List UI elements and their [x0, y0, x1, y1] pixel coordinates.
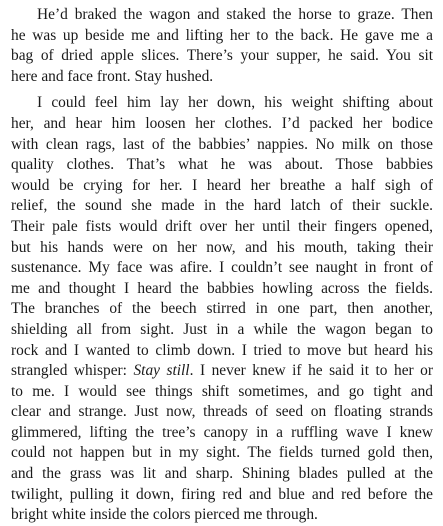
text-line: he was up beside me and lifting her to the back. He gave me a [11, 26, 433, 44]
text-line: Their pale fists would drift over her until their fingers opened, [11, 217, 433, 235]
text-line-with-italic [11, 361, 433, 382]
text-line: relief, the sound she made in the hard latch of their suckle. [11, 197, 433, 215]
text-line: to me. I would see things shift sometimes, and go tight and [11, 382, 433, 400]
text-line: He’d braked the wagon and staked the horse to graze. Then [37, 6, 433, 23]
text-line: I could feel him lay her down, his weight shifting about [37, 94, 433, 112]
text-segment: . I never knew if he said it to her or [189, 362, 433, 380]
text-line: would be crying for her. I heard her breathe a half sigh of [11, 176, 433, 194]
text-segment: strangled whisper: [11, 362, 134, 380]
text-line: with clean rags, last of the babbies’ nappies. No milk on those [11, 135, 433, 153]
paragraph-2 [11, 93, 433, 525]
text-line: quality clothes. That’s what he was about. Those babbies [11, 156, 433, 174]
text-line: but his hands were on her now, and his mouth, taking their [11, 238, 433, 256]
italic-whisper: Stay still [133, 362, 190, 380]
document-page [11, 5, 433, 526]
text-line: bright white inside the colors pierced me through. [11, 506, 318, 524]
text-line: shielding all from sight. Just in a while the wagon began to [11, 320, 433, 338]
text-line: could not happen but in my sight. The fields turned gold then, [11, 444, 433, 462]
text-line: rock and I wanted to climb down. I tried to move but heard his [11, 341, 433, 359]
text-line: glimmered, lifting the tree’s canopy in a ruffling wave I knew [11, 423, 433, 441]
text-line: clear and strange. Just now, threads of seed on floating strands [11, 403, 433, 421]
text-line: here and face front. Stay hushed. [11, 67, 214, 85]
text-line: me and thought I heard the babbies howling across the fields. [11, 279, 433, 297]
text-line: and the grass was lit and sharp. Shining blades pulled at the [11, 465, 433, 483]
paragraph-1 [11, 5, 433, 87]
text-line: her, and hear him loosen her clothes. I’d packed her bodice [11, 114, 433, 132]
text-line: The branches of the beech stirred in one part, then another, [11, 300, 433, 318]
text-line: twilight, pulling it down, firing red and blue and red before the [11, 485, 433, 503]
text-line: sustenance. My face was afire. I couldn’t see naught in front of [11, 259, 433, 277]
text-line: bag of dried apple slices. There’s your supper, he said. You sit [11, 47, 433, 65]
